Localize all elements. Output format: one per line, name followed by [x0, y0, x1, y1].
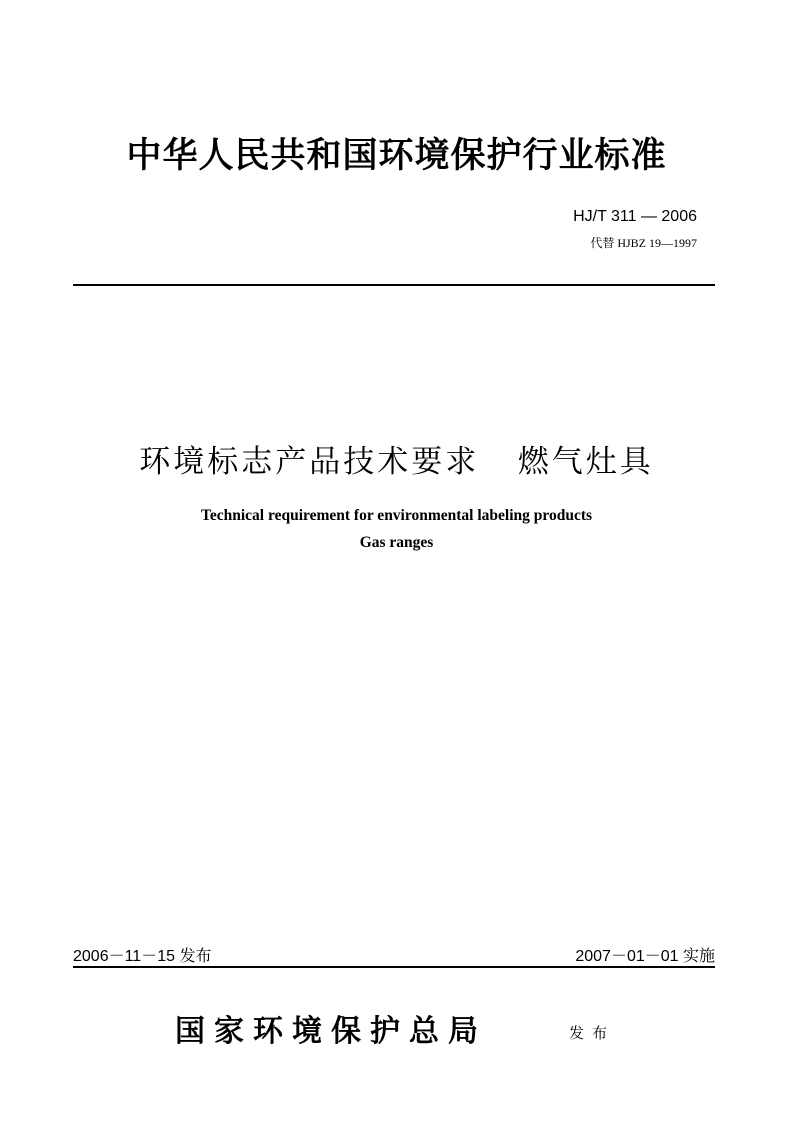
bottom-divider [73, 966, 715, 968]
publish-label: 发布 [569, 1024, 616, 1042]
replaces-standard: 代替 HJBZ 19—1997 [590, 236, 697, 250]
effective-date: 2007－01－01 实施 [575, 948, 715, 965]
document-title-cn: 环境标志产品技术要求 燃气灶具 [139, 444, 654, 480]
industry-standard-title: 中华人民共和国环境保护行业标准 [126, 135, 667, 176]
publisher-name: 国家环境保护总局 [175, 1014, 487, 1049]
document-title-en-line2: Gas ranges [359, 534, 434, 551]
issue-date: 2006－11－15 发布 [73, 948, 212, 965]
top-divider [73, 284, 715, 286]
standard-number: HJ/T 311 — 2006 [573, 208, 697, 225]
document-title-en-line1: Technical requirement for environmental labeling products [200, 507, 593, 524]
